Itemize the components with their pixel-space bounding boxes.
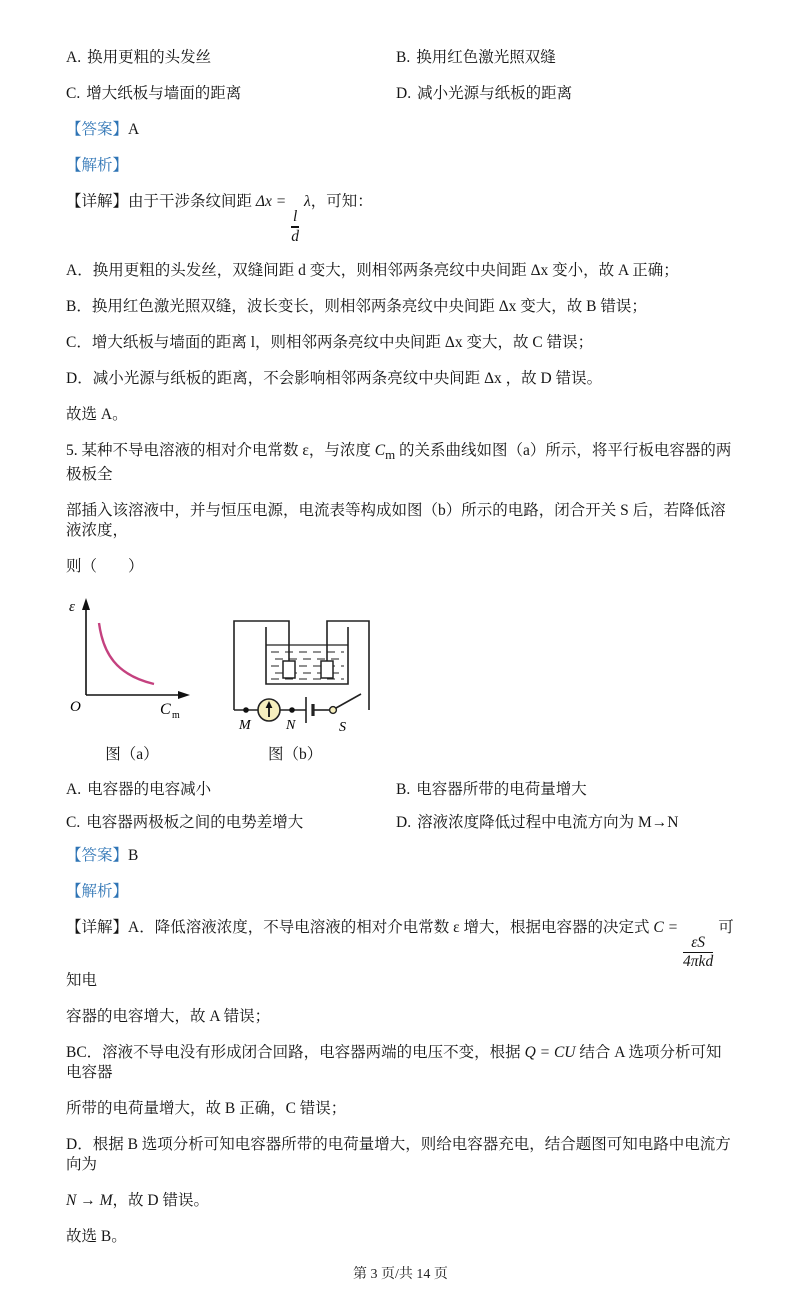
- q5-option-d: [396, 813, 735, 833]
- detail-a-post-text: 可知电: [66, 918, 734, 989]
- fraction-denominator: d: [291, 227, 299, 245]
- formula-dx-lhs: Δx =: [255, 193, 287, 210]
- right-plate: [321, 661, 333, 678]
- q4-detail-line-d: D．减小光源与纸板的距离，不会影响相邻两条亮纹中央间距 Δx ，故 D 错误。: [66, 369, 603, 387]
- caption-figure-b: 图（b）: [268, 745, 323, 763]
- option-label: A.: [66, 49, 82, 66]
- option-text: 电容器两极板之间的电势差增大: [86, 813, 304, 831]
- option-label: D.: [396, 813, 412, 831]
- answer-label: 【答案】: [66, 121, 129, 138]
- tank-walls: [266, 627, 348, 684]
- q5-options-row-2: [66, 813, 735, 833]
- origin-label: O: [70, 698, 81, 715]
- formula-n-to-m: N → M: [66, 1191, 113, 1209]
- answer-label: 【答案】: [66, 846, 129, 864]
- q5-option-c: [66, 813, 396, 833]
- capacitor-circuit-diagram: [226, 605, 438, 735]
- y-axis-arrow: [82, 598, 90, 610]
- figure-b-circuit: [226, 605, 438, 740]
- q5-option-a: [66, 780, 396, 800]
- fraction-l-over-d: [291, 209, 299, 245]
- option-label: C.: [66, 813, 81, 831]
- left-plate: [283, 661, 295, 678]
- detail-bc-post-text: 结合 A 选项分析可知电容器: [66, 1043, 722, 1081]
- q5-analysis-line: [66, 882, 735, 902]
- option-text: 减小光源与纸板的距离: [417, 85, 573, 102]
- q4-option-d: [396, 84, 735, 104]
- fraction-numerator: εS: [691, 933, 706, 951]
- option-text: 换用更粗的头发丝: [87, 49, 212, 66]
- terminal-n-label: N: [286, 717, 296, 733]
- epsilon-vs-concentration-chart: [66, 593, 198, 721]
- q4-answer-line: [66, 120, 735, 140]
- epsilon-curve: [99, 623, 154, 684]
- fraction-es-over-4pikd: [683, 935, 713, 971]
- answer-value: A: [128, 121, 140, 138]
- option-label: B.: [396, 780, 411, 798]
- detail-post-text: ，可知：: [310, 193, 373, 210]
- q4-options-row-2: [66, 84, 735, 104]
- q5-stem-line-3: 则（ ）: [66, 557, 144, 575]
- option-text: 溶液浓度降低过程中电流方向为 M→N: [417, 813, 679, 831]
- q4-detail-line-b: B．换用红色激光照双缝，波长变长，则相邻两条亮纹中央间距 Δx 变大，故 B 错误；: [66, 297, 647, 315]
- page-number-footer: 第 3 页/共 14 页: [353, 1266, 448, 1282]
- q5-detail-line-a1: [66, 918, 735, 991]
- stem-text: 的关系曲线如图（a）所示，将平行板电容器的两极板全: [66, 441, 732, 483]
- analysis-label: 【解析】: [66, 157, 129, 174]
- q4-options-row-1: [66, 48, 735, 68]
- var-c-subscript: m: [385, 446, 396, 462]
- terminal-n-dot: [289, 707, 295, 713]
- terminal-m-dot: [243, 707, 249, 713]
- switch-pivot: [330, 707, 337, 714]
- q5-detail-line-d1: D．根据 B 选项分析可知电容器所带的电荷量增大，则给电容器充电，结合题图可知电路中电流方向为: [66, 1135, 731, 1173]
- q4-analysis-line: [66, 156, 735, 176]
- q4-detail-intro: [66, 192, 735, 245]
- option-label: C.: [66, 85, 81, 102]
- q4-option-b: [396, 48, 735, 68]
- answer-value: B: [128, 846, 139, 864]
- formula-dx-rhs: λ: [303, 193, 311, 210]
- analysis-label: 【解析】: [66, 882, 129, 900]
- x-axis-label-subscript: m: [172, 709, 180, 721]
- detail-bc-pre-text: BC．溶液不导电没有形成闭合回路，电容器两端的电压不变，根据: [66, 1043, 521, 1061]
- stem-text: 5. 某种不导电溶液的相对介电常数 ε，与浓度: [66, 441, 371, 459]
- switch-blade: [336, 694, 361, 708]
- question-4-block: [66, 48, 735, 441]
- detail-label: 【详解】: [66, 918, 129, 936]
- q5-answer-line: [66, 846, 735, 866]
- question-5-block: [66, 441, 735, 1263]
- option-text: 换用红色激光照双缝: [416, 49, 556, 66]
- detail-a-pre-text: A．降低溶液浓度，不导电溶液的相对介电常数 ε 增大，根据电容器的决定式: [128, 918, 650, 936]
- figure-captions: [66, 742, 735, 764]
- option-label: A.: [66, 780, 82, 798]
- fraction-denominator: 4πkd: [683, 953, 714, 971]
- q5-detail-line-bc2: 所带的电荷量增大，故 B 正确，C 错误；: [66, 1099, 347, 1117]
- q5-conclusion: 故选 B。: [66, 1227, 127, 1245]
- x-axis-arrow: [178, 691, 190, 699]
- q5-option-b: [396, 780, 735, 800]
- q5-stem-line-2: 部插入该溶液中，并与恒压电源，电流表等构成如图（b）所示的电路，闭合开关 S 后，若降低溶液浓度，: [66, 501, 726, 539]
- q5-detail-line-a2: 容器的电容增大，故 A 错误；: [66, 1007, 271, 1025]
- detail-d-post-text: ，故 D 错误。: [112, 1191, 209, 1209]
- q4-option-a: [66, 48, 396, 68]
- y-axis-label: ε: [69, 598, 75, 615]
- q4-detail-line-c: C．增大纸板与墙面的距离 l，则相邻两条亮纹中央间距 Δx 变大，故 C 错误；: [66, 333, 594, 351]
- q5-figures: [66, 593, 735, 740]
- switch-label: S: [339, 719, 346, 735]
- option-label: D.: [396, 85, 412, 102]
- terminal-m-label: M: [239, 717, 251, 733]
- figure-a-graph: [66, 593, 198, 726]
- option-text: 增大纸板与墙面的距离: [86, 85, 242, 102]
- q4-conclusion: 故选 A。: [66, 405, 128, 423]
- fraction-numerator: l: [292, 208, 298, 225]
- q5-options-row-1: [66, 780, 735, 800]
- caption-figure-a: 图（a）: [105, 745, 159, 763]
- left-wire: [234, 621, 289, 710]
- q4-option-c: [66, 84, 396, 104]
- option-text: 电容器的电容减小: [87, 780, 212, 798]
- detail-pre-text: 由于干涉条纹间距: [128, 193, 253, 210]
- detail-label: 【详解】: [66, 193, 129, 210]
- formula-q-cu: Q = CU: [524, 1043, 576, 1061]
- x-axis-label: C: [160, 700, 171, 718]
- var-c: C: [374, 441, 386, 459]
- q5-detail-line-d2: [66, 1191, 735, 1211]
- option-label: B.: [396, 49, 411, 66]
- option-text: 电容器所带的电荷量增大: [416, 780, 587, 798]
- q5-detail-line-bc1: [66, 1043, 735, 1083]
- formula-c-lhs: C =: [653, 918, 679, 936]
- q5-stem-line-1: [66, 441, 735, 485]
- q4-detail-line-a: A．换用更粗的头发丝，双缝间距 d 变大，则相邻两条亮纹中央间距 Δx 变小，故 A 正确；: [66, 261, 679, 279]
